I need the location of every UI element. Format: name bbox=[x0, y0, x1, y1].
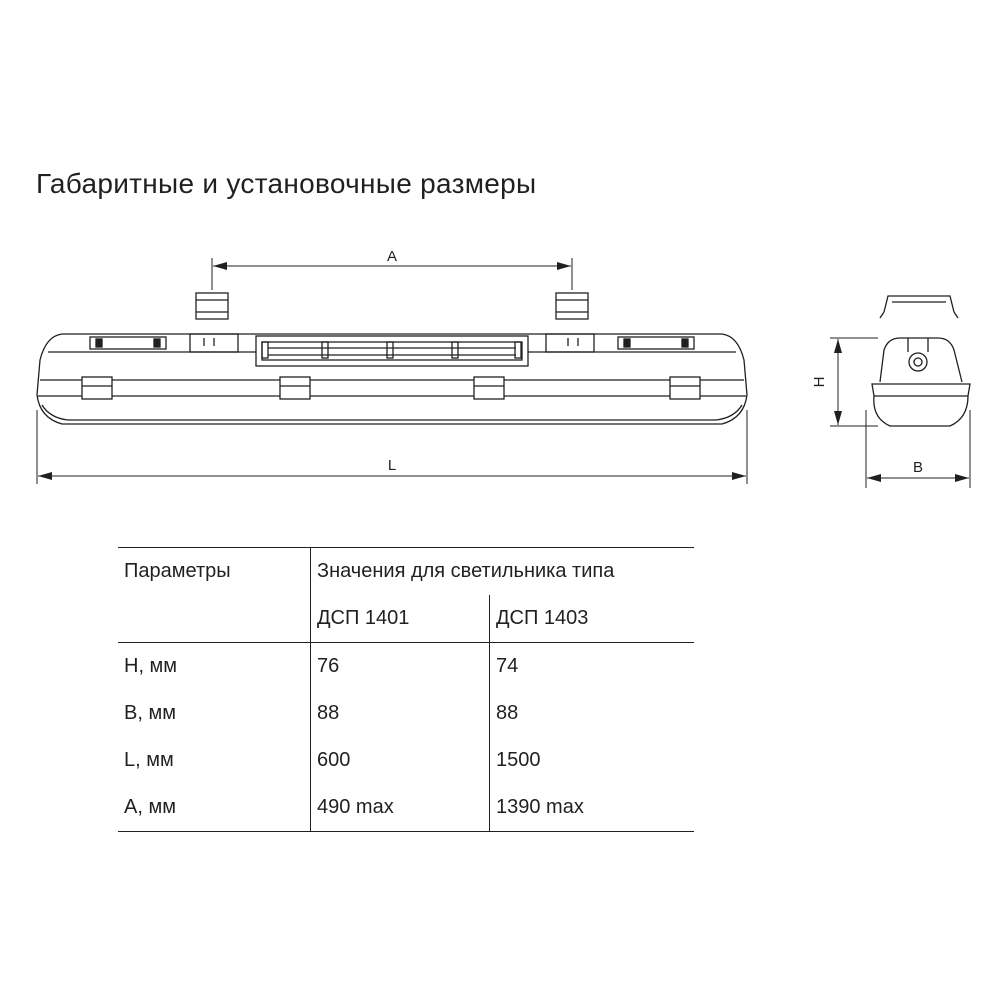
mounting-bracket-right bbox=[556, 293, 588, 319]
param-cell: L, мм bbox=[124, 749, 174, 771]
param-header: Параметры bbox=[118, 548, 311, 596]
value-cell: 88 bbox=[490, 690, 695, 737]
table-header-row bbox=[118, 548, 694, 596]
page-title: Габаритные и установочные размеры bbox=[36, 168, 537, 199]
dimension-h bbox=[830, 338, 878, 426]
dimension-h-label: H bbox=[811, 376, 828, 388]
value-cell: 1390 max bbox=[490, 784, 695, 832]
value-cell: 88 bbox=[311, 690, 490, 737]
dimension-l-label: L bbox=[387, 457, 397, 474]
model-1401: ДСП 1401 bbox=[311, 595, 490, 643]
end-view-bracket bbox=[880, 296, 958, 318]
value-cell: 74 bbox=[490, 643, 695, 691]
dimension-b-label: B bbox=[912, 459, 924, 476]
param-cell: A, мм bbox=[118, 784, 311, 832]
table-row bbox=[118, 784, 694, 832]
param-cell: H, мм bbox=[118, 643, 311, 691]
luminaire-end-view bbox=[872, 338, 970, 426]
dimensions-table bbox=[118, 547, 694, 832]
dimension-a-label: A bbox=[386, 248, 398, 265]
value-cell: 76 bbox=[311, 643, 490, 691]
model-1403: ДСП 1403 bbox=[490, 595, 695, 643]
value-cell: 490 max bbox=[311, 784, 490, 832]
dimension-b bbox=[866, 410, 970, 488]
luminaire-side-view bbox=[37, 334, 747, 424]
table-row bbox=[118, 643, 694, 691]
table-row bbox=[118, 690, 694, 737]
table-models-row bbox=[118, 595, 694, 643]
mounting-bracket-left bbox=[196, 293, 228, 319]
param-cell: B, мм bbox=[124, 702, 176, 724]
value-cell: 600 bbox=[311, 737, 490, 784]
value-cell: 1500 bbox=[490, 737, 695, 784]
table-row bbox=[118, 737, 694, 784]
values-header: Значения для светильника типа bbox=[311, 548, 695, 596]
